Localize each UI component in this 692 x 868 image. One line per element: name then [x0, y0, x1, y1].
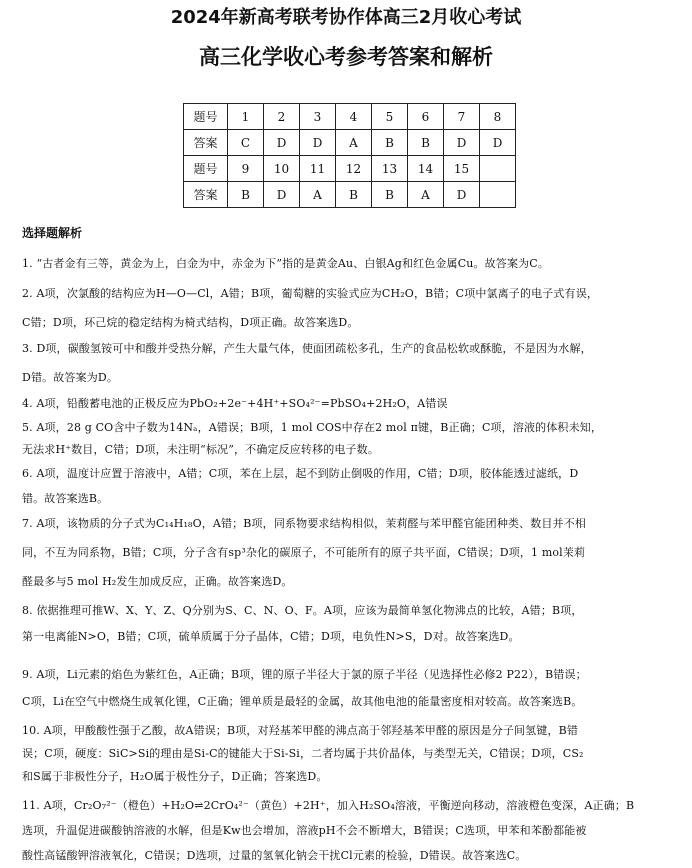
explanation-line: 无法求H⁺数目，C错；D项，未注明“标况”，不确定反应转移的电子数。	[22, 443, 379, 456]
exam-title: 2024年新高考联考协作体高三2月收心考试	[170, 7, 522, 28]
table-cell	[480, 182, 516, 208]
explanation-line: D错。故答案为D。	[22, 371, 118, 384]
explanation-line: 6. A项，温度计应置于溶液中，A错；C项，苯在上层，起不到防止倒吸的作用，C错；D项，胶体能透过滤纸，D	[22, 467, 579, 480]
explanation-line: C项，Li在空气中燃烧生成氧化锂，C正确；锂单质是最轻的金属，故其他电池的能量密度相对较高。故答案选B。	[22, 695, 583, 708]
table-cell: 15	[444, 156, 480, 182]
answer-table-row	[184, 182, 516, 208]
question-explanation	[22, 598, 672, 650]
answer-table-row	[184, 104, 516, 130]
explanation-line: 5. A项，28 g CO含中子数为14Nₐ，A错误；B项，1 mol COS中存在2 mol π键，B正确；C项，溶液的体积未知，	[22, 421, 603, 434]
table-cell: C	[228, 130, 264, 156]
table-cell: D	[444, 130, 480, 156]
question-explanation	[22, 461, 672, 511]
table-cell: 8	[480, 104, 516, 130]
table-cell: 10	[264, 156, 300, 182]
table-cell: 12	[336, 156, 372, 182]
table-cell: D	[480, 130, 516, 156]
table-row-header: 题号	[184, 156, 228, 182]
question-explanation	[22, 334, 672, 392]
explanation-line: C错；D项，环己烷的稳定结构为椅式结构，D项正确。故答案选D。	[22, 316, 359, 329]
table-cell: 13	[372, 156, 408, 182]
table-cell: D	[300, 130, 336, 156]
question-explanation	[22, 251, 672, 276]
explanation-line: 酸性高锰酸钾溶液氧化，C错误；D选项，过量的氢氧化钠会干扰Cl元素的检验，D错误。故答案选C。	[22, 849, 527, 862]
table-cell: 4	[336, 104, 372, 130]
table-cell: B	[408, 130, 444, 156]
question-explanation	[22, 509, 672, 596]
table-cell: 11	[300, 156, 336, 182]
table-cell	[480, 156, 516, 182]
explanation-line: 误；C项，硬度：SiC>Si的理由是Si-C的键能大于Si-Si，二者均属于共价晶体，与类型无关，C错误；D项，CS₂	[22, 747, 584, 760]
table-cell: 7	[444, 104, 480, 130]
section-title: 选择题解析	[22, 226, 83, 240]
table-row-header: 答案	[184, 182, 228, 208]
table-cell: D	[264, 130, 300, 156]
table-cell: B	[372, 130, 408, 156]
question-explanation	[22, 719, 672, 788]
explanation-line: 9. A项，Li元素的焰色为紫红色，A正确；B项，锂的原子半径大于氯的原子半径（见选择性必修2 P22），B错误；	[22, 668, 587, 681]
explanation-line: 选项，升温促进碳酸钠溶液的水解，但是Kw也会增加，溶液pH不会不断增大，B错误；C选项，甲苯和苯酚都能被	[22, 824, 587, 837]
explanation-line: 同，不互为同系物，B错；C项，分子含有sp³杂化的碳原子，不可能所有的原子共平面，C错误；D项，1 mol茉莉	[22, 546, 586, 559]
table-cell: 3	[300, 104, 336, 130]
question-explanation	[22, 661, 672, 715]
table-cell: B	[336, 182, 372, 208]
question-explanation	[22, 417, 672, 461]
answer-table	[183, 103, 516, 208]
answer-key-title: 高三化学收心考参考答案和解析	[199, 45, 493, 69]
explanation-line: 10. A项，甲酸酸性强于乙酸，故A错误；B项，对羟基苯甲醛的沸点高于邻羟基苯甲醛的原因是分子间氢键，B错	[22, 724, 578, 737]
explanation-line: 第一电离能N>O，B错；C项，硫单质属于分子晶体，C错；D项，电负性N>S，D对。故答案选D。	[22, 630, 520, 643]
answer-table-row	[184, 156, 516, 182]
table-cell: D	[264, 182, 300, 208]
table-cell: A	[408, 182, 444, 208]
table-row-header: 答案	[184, 130, 228, 156]
table-cell: 2	[264, 104, 300, 130]
table-cell: A	[336, 130, 372, 156]
table-cell: A	[300, 182, 336, 208]
question-explanation	[22, 793, 672, 868]
explanation-line: 和S属于非极性分子，H₂O属于极性分子，D正确；答案选D。	[22, 770, 328, 783]
table-cell: 9	[228, 156, 264, 182]
explanation-line: 2. A项，次氯酸的结构应为H—O—Cl，A错；B项，葡萄糖的实验式应为CH₂O，B错；C项中氯离子的电子式有误，	[22, 287, 598, 300]
explanation-line: 醛最多与5 mol H₂发生加成反应，正确。故答案选D。	[22, 575, 293, 588]
table-cell: 14	[408, 156, 444, 182]
explanation-line: 1. “古者金有三等，黄金为上，白金为中，赤金为下”指的是黄金Au、白银Ag和红色金属Cu。故答案为C。	[22, 257, 549, 270]
table-cell: B	[228, 182, 264, 208]
table-cell: 5	[372, 104, 408, 130]
question-explanation	[22, 279, 672, 337]
explanation-line: 3. D项，碳酸氢铵可中和酸并受热分解，产生大量气体，使面团疏松多孔，生产的食品松软或酥脆，不是因为水解，	[22, 342, 592, 355]
explanation-line: 错。故答案选B。	[22, 492, 109, 505]
explanation-line: 7. A项，该物质的分子式为C₁₄H₁₈O，A错；B项，同系物要求结构相似，茉莉醛与苯甲醛官能团种类、数目并不相	[22, 517, 587, 530]
table-cell: D	[444, 182, 480, 208]
question-explanation	[22, 391, 672, 416]
explanation-line: 8. 依据推理可推W、X、Y、Z、Q分别为S、C、N、O、F。A项，应该为最简单氢化物沸点的比较，A错；B项，	[22, 604, 583, 617]
table-row-header: 题号	[184, 104, 228, 130]
answer-table-row	[184, 130, 516, 156]
explanation-line: 11. A项，Cr₂O₇²⁻（橙色）+H₂O⇌2CrO₄²⁻（黄色）+2H⁺，加入H₂SO₄溶液，平衡逆向移动，溶液橙色变深，A正确；B	[22, 799, 635, 812]
table-cell: 6	[408, 104, 444, 130]
explanation-line: 4. A项，铅酸蓄电池的正极反应为PbO₂+2e⁻+4H⁺+SO₄²⁻=PbSO₄+2H₂O，A错误	[22, 397, 448, 410]
table-cell: B	[372, 182, 408, 208]
table-cell: 1	[228, 104, 264, 130]
